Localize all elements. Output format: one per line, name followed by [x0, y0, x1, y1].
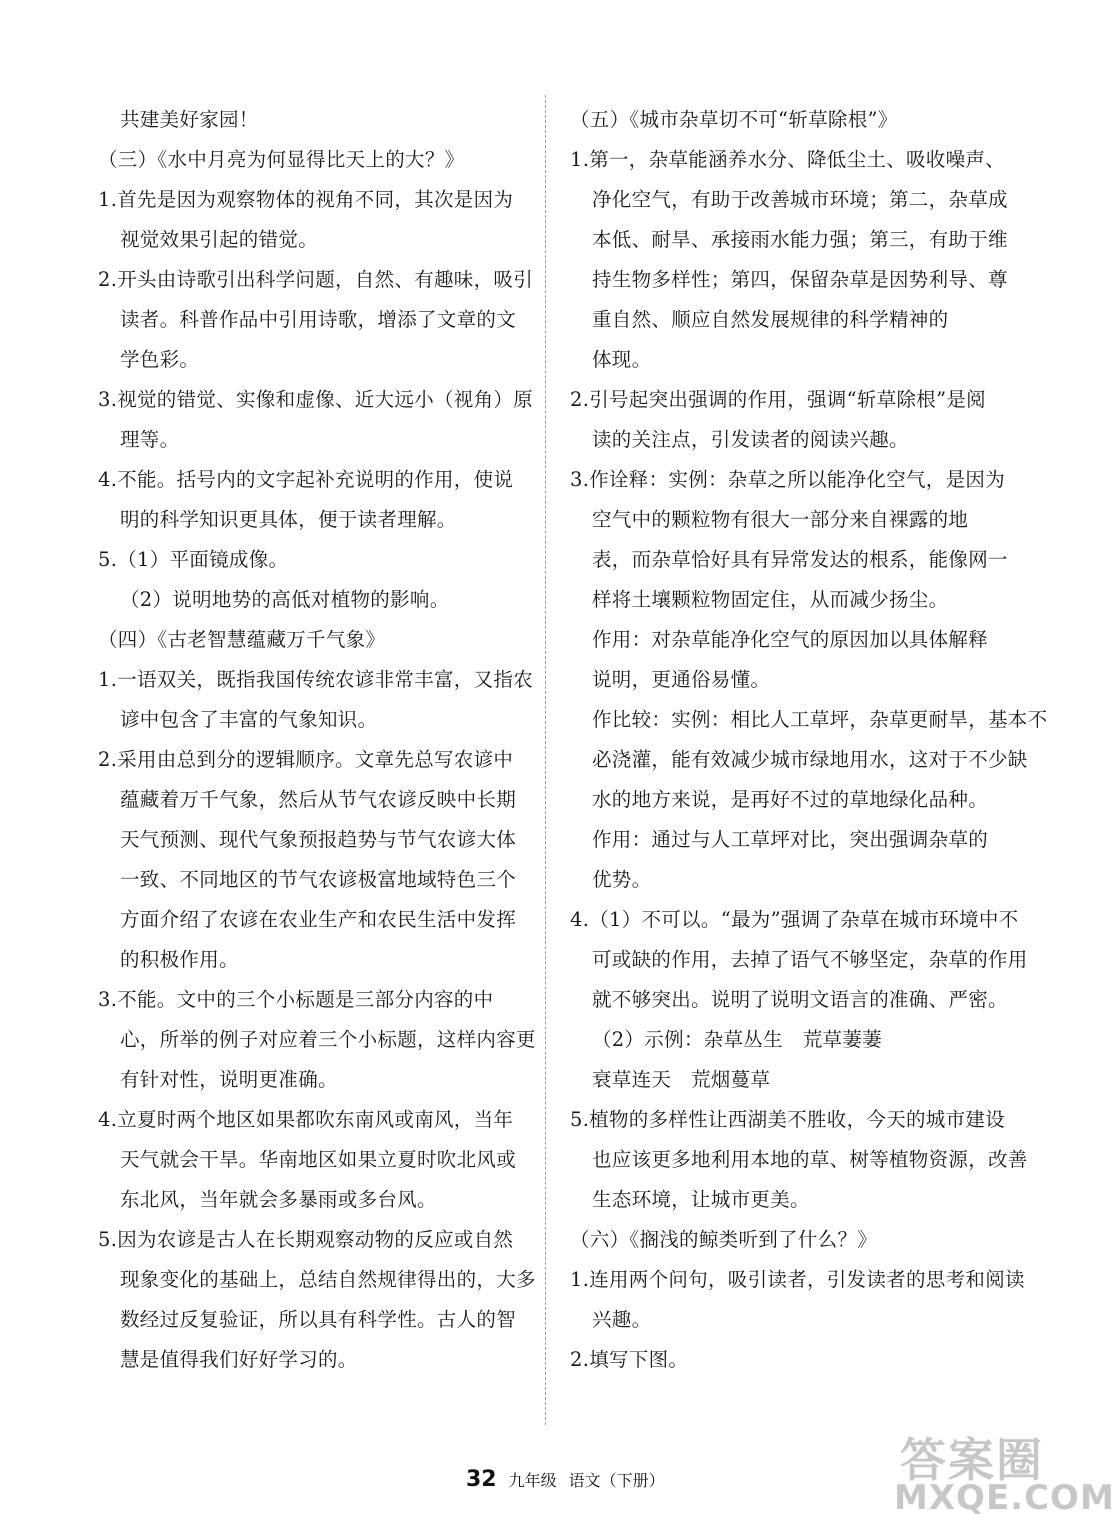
subject-label: 语文（下册）	[568, 1471, 665, 1490]
text-line: 说明，更通俗易懂。	[592, 668, 771, 691]
text-line: 方面介绍了农谚在农业生产和农民生活中发挥	[120, 908, 517, 931]
column-divider	[545, 95, 546, 1425]
text-line: 现象变化的基础上，总结自然规律得出的，大多	[120, 1268, 536, 1291]
text-line: 2.填写下图。	[570, 1348, 689, 1371]
text-line: 持生物多样性；第四，保留杂草是因势利导、尊	[592, 268, 1008, 291]
text-line: 表，而杂草恰好具有异常发达的根系，能像网一	[592, 548, 1008, 571]
text-line: 视觉效果引起的错觉。	[120, 228, 319, 251]
text-line: 水的地方来说，是再好不过的草地绿化品种。	[592, 788, 989, 811]
text-line: 优势。	[592, 868, 652, 891]
text-line: 5.（1）平面镜成像。	[98, 548, 289, 571]
text-line: 4.不能。括号内的文字起补充说明的作用，使说	[98, 468, 514, 491]
text-line: 作用：通过与人工草坪对比，突出强调杂草的	[592, 828, 989, 851]
text-line: 读的关注点，引发读者的阅读兴趣。	[592, 428, 909, 451]
text-line: 可或缺的作用，去掉了语气不够坚定，杂草的作用	[592, 948, 1028, 971]
text-line: 5.因为农谚是古人在长期观察动物的反应或自然	[98, 1228, 514, 1251]
text-line: 一致、不同地区的节气农谚极富地域特色三个	[120, 868, 517, 891]
grade-label: 九年级	[508, 1471, 557, 1490]
text-line: 5.植物的多样性让西湖美不胜收，今天的城市建设	[570, 1108, 1006, 1131]
text-line: 谚中包含了丰富的气象知识。	[120, 708, 378, 731]
text-line: 明的科学知识更具体，便于读者理解。	[120, 508, 457, 531]
text-line: 重自然、顺应自然发展规律的科学精神的	[592, 308, 949, 331]
text-line: 理等。	[120, 428, 180, 451]
text-line: 样将土壤颗粒物固定住，从而减少扬尘。	[592, 588, 949, 611]
text-line: 蕴藏着万千气象，然后从节气农谚反映中长期	[120, 788, 517, 811]
text-line: 共建美好家园！	[120, 108, 259, 131]
text-line: 3.不能。文中的三个小标题是三部分内容的中	[98, 988, 494, 1011]
page-number: 32	[466, 1467, 497, 1492]
watermark-url: MXQE.COM	[894, 1478, 1115, 1518]
text-line: 必浇灌，能有效减少城市绿地用水，这对于不少缺	[592, 748, 1028, 771]
text-line: 1.首先是因为观察物体的视角不同，其次是因为	[98, 188, 514, 211]
text-line: 就不够突出。说明了说明文语言的准确、严密。	[592, 988, 1008, 1011]
right-column	[570, 100, 1048, 1380]
text-line: 心，所举的例子对应着三个小标题，这样内容更	[120, 1028, 536, 1051]
text-line: 体现。	[592, 348, 652, 371]
text-line: （四）《古老智慧蕴藏万千气象》	[98, 628, 386, 651]
text-line: 天气就会干旱。华南地区如果立夏时吹北风或	[120, 1148, 517, 1171]
text-line: 学色彩。	[120, 348, 200, 371]
text-line: 兴趣。	[592, 1308, 652, 1331]
text-line: 2.采用由总到分的逻辑顺序。文章先总写农谚中	[98, 748, 514, 771]
text-line: 2.开头由诗歌引出科学问题，自然、有趣味，吸引	[98, 268, 534, 291]
text-line: 有针对性，说明更准确。	[120, 1068, 338, 1091]
text-line: 衰草连天 荒烟蔓草	[592, 1068, 771, 1091]
text-line: 的积极作用。	[120, 948, 239, 971]
text-line: 3.视觉的错觉、实像和虚像、近大远小（视角）原	[98, 388, 534, 411]
page-footer	[466, 1467, 665, 1492]
text-line: 3.作诠释：实例：杂草之所以能净化空气，是因为	[570, 468, 1006, 491]
text-line: 作用：对杂草能净化空气的原因加以具体解释	[592, 628, 989, 651]
text-line: 2.引号起突出强调的作用，强调“斩草除根”是阅	[570, 388, 986, 411]
text-line: 1.一语双关，既指我国传统农谚非常丰富，又指农	[98, 668, 534, 691]
watermark-logo	[880, 1420, 1115, 1530]
left-column	[98, 100, 536, 1380]
text-line: 天气预测、现代气象预报趋势与节气农谚大体	[120, 828, 517, 851]
text-line: （六）《搁浅的鲸类听到了什么？》	[570, 1228, 878, 1251]
text-line: （2）示例：杂草丛生 荒草萋萋	[592, 1028, 882, 1051]
text-line: （三）《水中月亮为何显得比天上的大？》	[98, 148, 465, 171]
text-line: 1.第一，杂草能涵养水分、降低尘土、吸收噪声、	[570, 148, 1006, 171]
watermark-logo-text: 答案圈	[900, 1433, 1044, 1487]
text-line: 作比较：实例：相比人工草坪，杂草更耐旱，基本不	[592, 708, 1048, 731]
text-line: 慧是值得我们好好学习的。	[120, 1348, 358, 1371]
text-line: 东北风，当年就会多暴雨或多台风。	[120, 1188, 437, 1211]
text-line: 读者。科普作品中引用诗歌，增添了文章的文	[120, 308, 517, 331]
text-line: （五）《城市杂草切不可“斩草除根”》	[570, 108, 898, 131]
text-line: 净化空气，有助于改善城市环境；第二，杂草成	[592, 188, 1008, 211]
text-line: 1.连用两个问句，吸引读者，引发读者的思考和阅读	[570, 1268, 1025, 1291]
text-line: 4.（1）不可以。“最为”强调了杂草在城市环境中不	[570, 908, 1019, 931]
text-line: 生态环境，让城市更美。	[592, 1188, 810, 1211]
text-line: （2）说明地势的高低对植物的影响。	[120, 588, 450, 611]
text-line: 数经过反复验证，所以具有科学性。古人的智	[120, 1308, 517, 1331]
text-line: 本低、耐旱、承接雨水能力强；第三，有助于维	[592, 228, 1008, 251]
text-line: 空气中的颗粒物有很大一部分来自裸露的地	[592, 508, 969, 531]
text-line: 4.立夏时两个地区如果都吹东南风或南风，当年	[98, 1108, 514, 1131]
text-line: 也应该更多地利用本地的草、树等植物资源，改善	[592, 1148, 1028, 1171]
